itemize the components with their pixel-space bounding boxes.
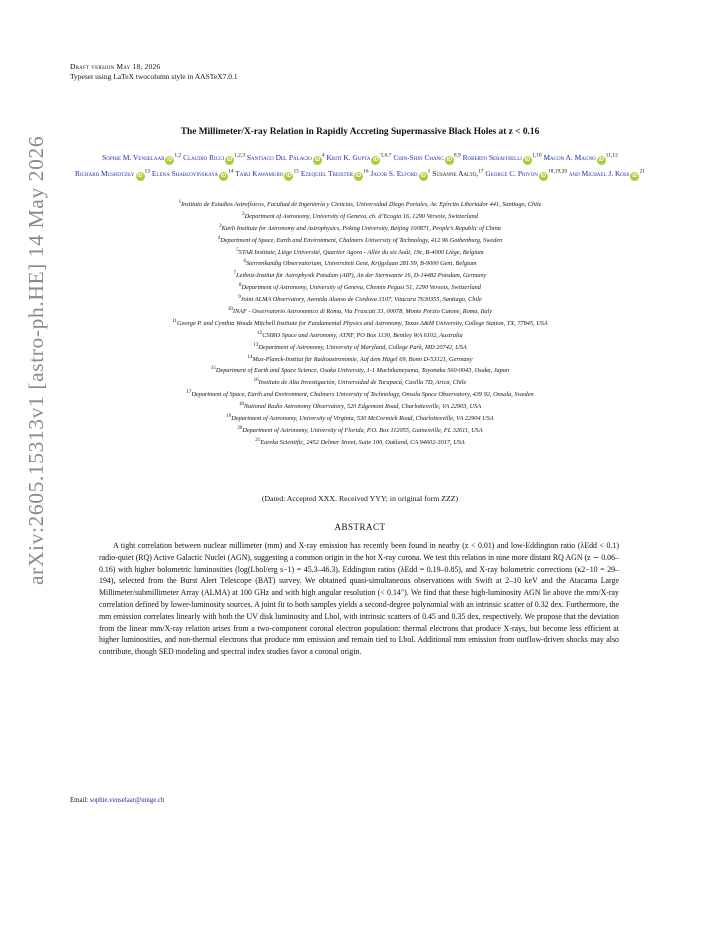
affiliation	[70, 293, 650, 305]
affiliation-text: Max-Planck-Institut für Radioastronomie, Auf dem Hügel 69, Bonn D-53121, Germany	[252, 355, 473, 363]
author-affiliation-marker: 13	[144, 168, 151, 175]
orcid-icon[interactable]: iD	[540, 172, 547, 179]
affiliation	[70, 269, 650, 281]
author-affiliation-marker: 18,19,20	[547, 168, 568, 175]
orcid-icon[interactable]: iD	[167, 157, 173, 164]
orcid-icon[interactable]: iD	[446, 157, 453, 164]
affiliation-number: 5	[236, 247, 239, 253]
author-name: Roberto Serafinelli	[462, 153, 522, 163]
affiliation	[70, 376, 650, 388]
author[interactable]	[569, 169, 645, 178]
affiliation-text: INAF - Osservatorio Astronomico di Roma, Via Frascati 33, 00078, Monte Porzio Catone, Roma, Italy	[232, 308, 493, 316]
affiliation-number: 13	[253, 342, 259, 348]
affiliation-text: Eureka Scientific, 2452 Delmer Street, Suite 100, Oakland, CA 94602-3017, USA	[260, 438, 465, 446]
affiliation-number: 16	[253, 378, 259, 384]
affiliation-text: Joint ALMA Observatory, Avenida Alonso de Cordova 3107, Vitacura 7630355, Santiago, Chile	[240, 296, 482, 304]
affiliation-text: Sterrenkundig Observatorium, Universiteit Gent, Krijgslaan 281 S9, B-9000 Gent, Belgium	[246, 260, 477, 268]
affiliation-number: 7	[233, 271, 237, 277]
author[interactable]	[432, 169, 483, 178]
affiliation-number: 8	[239, 283, 242, 289]
author-name: Richard Mushotzky	[75, 168, 135, 178]
orcid-icon[interactable]: iD	[137, 172, 143, 179]
author[interactable]	[152, 169, 234, 178]
affiliation-number: 11	[172, 318, 178, 324]
author[interactable]	[393, 153, 460, 162]
orcid-icon[interactable]: iD	[286, 172, 292, 179]
author-affiliation-marker: 14	[228, 168, 234, 175]
affiliation	[70, 353, 650, 365]
affiliation-text: Department of Space, Earth and Environment, Chalmers University of Technology, Onsala Space Observatory, 439 92, Onsala, Sweden	[191, 391, 534, 399]
author-name: Sophie M. Venselaar	[102, 153, 165, 163]
affiliation-number: 19	[226, 414, 232, 420]
orcid-icon[interactable]: iD	[420, 172, 426, 179]
affiliation	[70, 198, 650, 210]
affiliation-text: Department of Astronomy, University of Maryland, College Park, MD 20742, USA	[258, 343, 467, 351]
affiliation-text: Kavli Institute for Astronomy and Astrophysics, Peking University, Beijing 100871, People’s Republic of China	[221, 224, 501, 232]
affiliation-text: National Radio Astronomy Observatory, 520 Edgemont Road, Charlottesville, VA 22903, USA	[243, 403, 482, 411]
author-affiliation-marker: 5,6,7	[380, 153, 392, 159]
author[interactable]	[543, 153, 617, 162]
affiliation-number: 9	[238, 295, 241, 301]
dated-line: (Dated: Accepted XXX. Received YYY; in original form ZZZ)	[261, 494, 459, 503]
affiliation-text: CSIRO Space and Astronomy, ATNF, PO Box 1130, Bentley WA 6102, Australia	[262, 331, 463, 339]
author[interactable]	[485, 169, 567, 178]
affiliation-number: 2	[242, 211, 245, 217]
affiliation	[70, 222, 650, 234]
affiliation-text: Instituto de Alta Investigación, Universidad de Tarapacá, Casilla 7D, Arica, Chile	[258, 379, 467, 387]
draft-header	[70, 62, 238, 82]
affiliation	[70, 424, 650, 436]
affiliation-text: Department of Astronomy, University of Geneva, ch. d’Ecogia 16, 1290 Versoix, Switzerland	[244, 212, 478, 220]
author-name: Chin-Shin Chang	[393, 153, 444, 163]
orcid-icon[interactable]: iD	[226, 157, 233, 164]
orcid-icon[interactable]: iD	[598, 157, 604, 164]
author[interactable]	[247, 153, 325, 162]
affiliation-number: 14	[247, 354, 253, 360]
affiliation	[70, 329, 650, 341]
author-name: Macon A. Magno	[543, 153, 596, 163]
affiliation-number: 4	[217, 235, 221, 241]
affiliation-text: Department of Astronomy, University of Florida, P.O. Box 112055, Gainesville, FL 32611, USA	[242, 427, 483, 435]
affiliation-list	[70, 198, 650, 448]
affiliation-number: 18	[238, 402, 244, 408]
author-list	[70, 150, 650, 181]
author-affiliation-marker: 21	[639, 168, 645, 175]
abstract-body: A tight correlation between nuclear millimeter (mm) and X-ray emission has recently been found in nearby (z < 0.01) and low-Eddington ratio (λEdd < 0.1) radio-quiet (RQ) Active Galactic Nuclei (AGN), suggesting a common origin in the hot X-ray corona. We test this relation in nine more distant RQ AGN (z ∼ 0.06–0.16) with higher bolometric luminosities (log(Lbol/erg s−1) = 45.3–46.3), Eddington ratios (λEdd = 0.19–0.85), and X-ray bolometric corrections (κ2−10 = 29–194), selected from the Burst Alert Telescope (BAT) survey. We obtained quasi-simultaneous observations with Swift at 2–10 keV and the Atacama Large Millimeter/submillimeter Array (ALMA) at 100 GHz and with high angular resolution (< 0.14″). We find that these high-luminosity AGN lie above the mm/X-ray correlation defined by lower-luminosity sources. A joint fit to both samples yields a second-degree polynomial with an intrinsic scatter of 0.32 dex. Furthermore, the mm emission correlates linearly with both the UV disk luminosity and Lbol, with intrinsic scatters of 0.45 and 0.35 dex, respectively. We propose that the deviation from the linear mm/X-ray relation arises from a two-component coronal electron population: thermal electrons that produce X-rays, but become less efficient at higher luminosities, and non-thermal electrons that produce mm emission and remain tied to Lbol. Additional mm emission from outflow-driven shocks may also contribute, though SED modeling and spectral index studies favor a coronal origin.	[99, 541, 619, 657]
affiliation	[70, 412, 650, 424]
email-label: Email:	[70, 797, 89, 804]
affiliation	[70, 210, 650, 222]
author[interactable]	[235, 169, 299, 178]
author-affiliation-marker: 15	[293, 168, 299, 175]
affiliation-text: George P. and Cynthia Woods Mitchell Institute for Fundamental Physics and Astronomy, Texas A&M University, College Station, TX, 77845, USA	[177, 320, 548, 327]
author-name: Elena Shablovinskaya	[151, 168, 218, 178]
author[interactable]	[301, 169, 369, 178]
author[interactable]	[463, 153, 542, 162]
author-affiliation-marker: 1,10	[531, 153, 542, 159]
author-affiliation-marker: 4	[321, 153, 325, 159]
author-affiliation-marker: 17	[478, 168, 484, 175]
author-name: Susanne Aalto,	[432, 168, 479, 178]
author-affiliation-marker: 1,2	[174, 153, 182, 159]
affiliation	[70, 388, 650, 400]
affiliation-text: Department of Astronomy, University of Virginia, 530 McCormick Road, Charlottesville, VA 22904 USA	[231, 415, 494, 423]
author-name: and Michael J. Koss	[568, 168, 630, 178]
affiliation-number: 17	[186, 390, 192, 396]
author-name: Ezequiel Treister	[300, 168, 353, 178]
author-affiliation-marker: 16	[362, 168, 369, 175]
affiliation-text: Department of Astronomy, University of Geneva, Chemin Pegasi 51, 1290 Versoix, Switzerland	[241, 284, 481, 292]
author-affiliation-marker: 1,2,3	[234, 153, 246, 159]
orcid-icon[interactable]: iD	[220, 172, 227, 179]
affiliation-text: Leibniz-Institut für Astrophysik Potsdam (AIP), An der Sternwarte 16, D-14482 Potsdam, Germany	[236, 272, 487, 280]
affiliation-number: 21	[255, 437, 261, 443]
affiliation-text: Department of Earth and Space Science, Osaka University, 1-1 Machikaneyama, Toyonaka 560-0043, Osaka, Japan	[215, 367, 510, 375]
affiliation	[70, 305, 650, 317]
draft-version-line: Draft version May 18, 2026	[70, 62, 161, 71]
affiliation-text: Instituto de Estudios Astrofísicos, Facultad de Ingeniería y Ciencias, Universidad Diego Portales, Av. Ejército Libertador 441, Santiago, Chile	[181, 201, 542, 209]
orcid-icon[interactable]: iD	[314, 157, 321, 164]
orcid-icon[interactable]: iD	[632, 172, 638, 179]
author-name: Taiki Kawamuro	[235, 168, 284, 178]
typeset-line: Typeset using LaTeX twocolumn style in AASTeX7.0.1	[70, 72, 238, 81]
arxiv-stamp[interactable]: arXiv:2605.15313v1 [astro-ph.HE] 14 May 2026	[24, 135, 48, 585]
affiliation-number: 6	[243, 259, 247, 265]
author[interactable]	[102, 153, 181, 162]
author-name: Claudio Ricci	[183, 153, 225, 163]
author-name: Jacob S. Elford	[370, 168, 418, 178]
author[interactable]	[327, 153, 392, 162]
author-affiliation-marker: 8,9	[453, 153, 461, 159]
affiliation	[70, 257, 650, 269]
email-footnote	[70, 797, 164, 804]
author[interactable]	[370, 169, 430, 178]
affiliation-number: 3	[219, 223, 222, 229]
author[interactable]	[183, 153, 245, 162]
affiliation	[70, 281, 650, 293]
abstract-heading: ABSTRACT	[334, 522, 386, 532]
orcid-icon[interactable]: iD	[373, 157, 379, 164]
orcid-icon[interactable]: iD	[355, 172, 362, 179]
affiliation-text: STAR Institute, Liège Université, Quartier Agora - Allée du six Août, 19c, B-4000 Liège, Belgium	[238, 248, 484, 256]
affiliation	[70, 234, 650, 246]
orcid-icon[interactable]: iD	[524, 157, 531, 164]
author[interactable]	[75, 169, 150, 178]
paper-title: The Millimeter/X-ray Relation in Rapidly Accreting Supermassive Black Holes at z < 0.16	[180, 127, 540, 137]
affiliation-number: 20	[237, 425, 243, 431]
affiliation-number: 15	[210, 366, 216, 372]
affiliation-number: 10	[227, 307, 233, 313]
affiliation-text: Department of Space, Earth and Environment, Chalmers University of Technology, 412 96 Gothenburg, Sweden	[220, 236, 503, 244]
affiliation	[70, 246, 650, 258]
author-affiliation-marker: 1	[427, 168, 431, 175]
author-name: George C. Privon	[485, 168, 538, 178]
author-name: Santiago Del Palacio	[246, 153, 312, 163]
email-link[interactable]: sophie.venselaar@unige.ch	[89, 797, 165, 804]
author-affiliation-marker: 11,12	[605, 153, 618, 159]
affiliation	[70, 364, 650, 376]
author-name: Kriti K. Gupta	[326, 153, 371, 163]
affiliation	[70, 436, 650, 448]
affiliation	[70, 341, 650, 353]
affiliation	[70, 317, 650, 329]
affiliation-number: 1	[178, 200, 182, 205]
affiliation	[70, 400, 650, 412]
affiliation-number: 12	[257, 330, 263, 336]
